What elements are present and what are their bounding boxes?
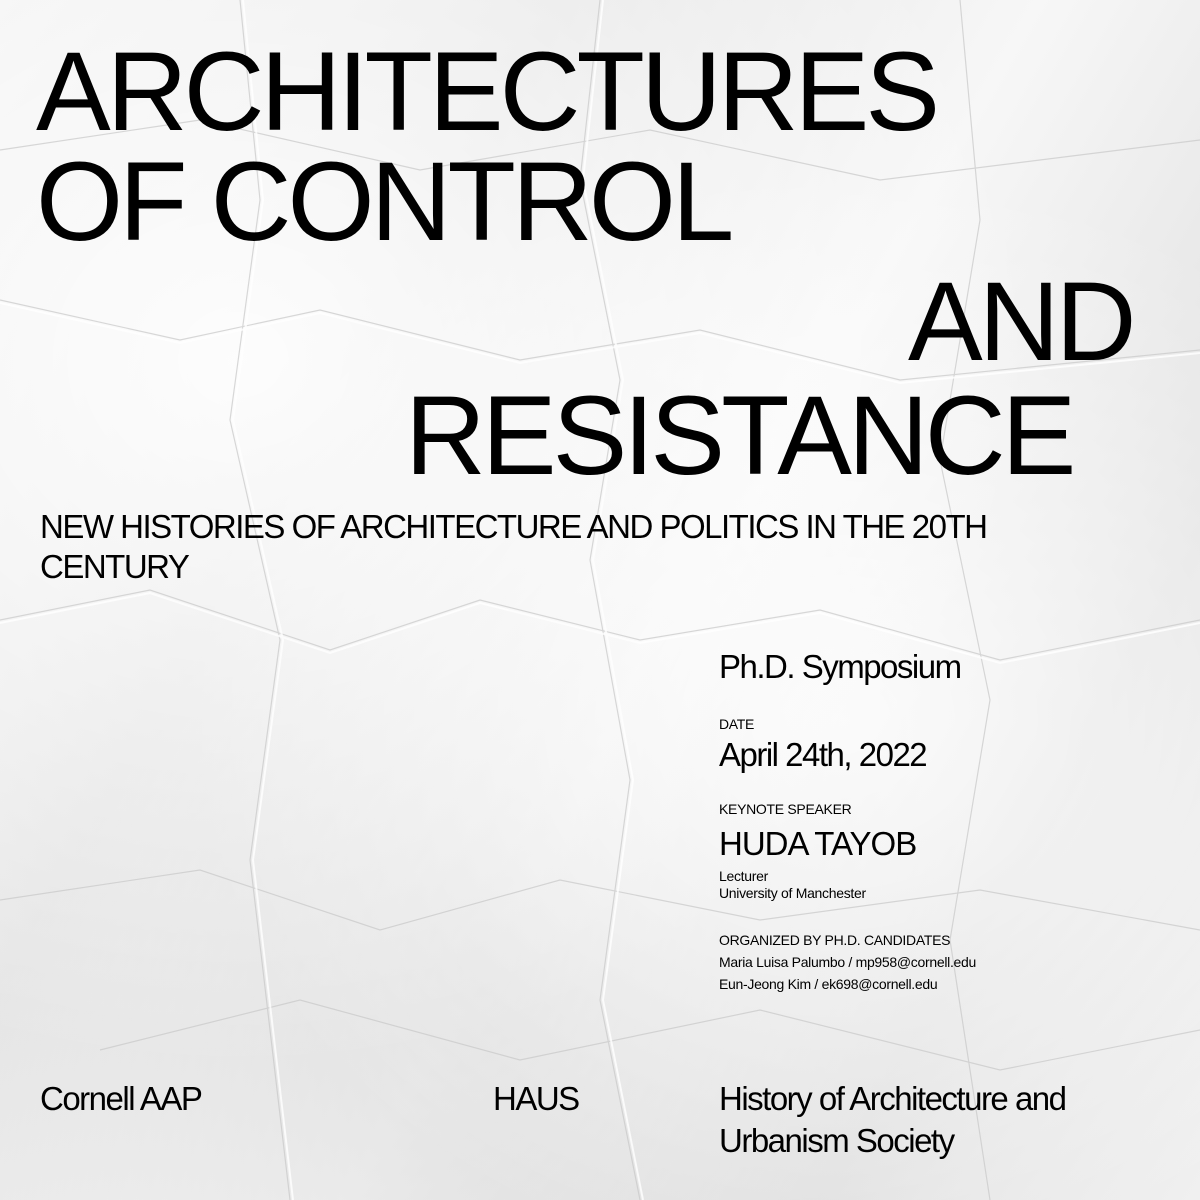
speaker-affiliation: University of Manchester xyxy=(719,885,866,901)
keynote-label: KEYNOTE SPEAKER xyxy=(719,801,852,817)
event-type: Ph.D. Symposium xyxy=(719,648,961,685)
organized-label: ORGANIZED BY PH.D. CANDIDATES xyxy=(719,932,951,948)
title-line-3: AND xyxy=(908,259,1133,384)
title-line-1: ARCHITECTURES xyxy=(36,29,937,154)
speaker-details xyxy=(719,868,866,902)
cornell-aap-logo: Cornell AAP xyxy=(40,1080,202,1117)
date-label: DATE xyxy=(719,716,755,732)
organizer-1: Maria Luisa Palumbo / mp958@cornell.edu xyxy=(719,954,976,970)
organizer-2: Eun-Jeong Kim / ek698@cornell.edu xyxy=(719,976,938,992)
event-date: April 24th, 2022 xyxy=(719,736,927,773)
speaker-name: HUDA TAYOB xyxy=(719,825,917,862)
subtitle: NEW HISTORIES OF ARCHITECTURE AND POLITICS IN THE 20TH CENTURY xyxy=(40,508,987,585)
haus-logo: HAUS xyxy=(493,1080,579,1117)
title-line-4: RESISTANCE xyxy=(405,373,1073,498)
speaker-title: Lecturer xyxy=(719,868,768,884)
title-line-2: OF CONTROL xyxy=(36,139,731,264)
haus-full-name: History of Architecture and Urbanism Society xyxy=(719,1080,1066,1159)
